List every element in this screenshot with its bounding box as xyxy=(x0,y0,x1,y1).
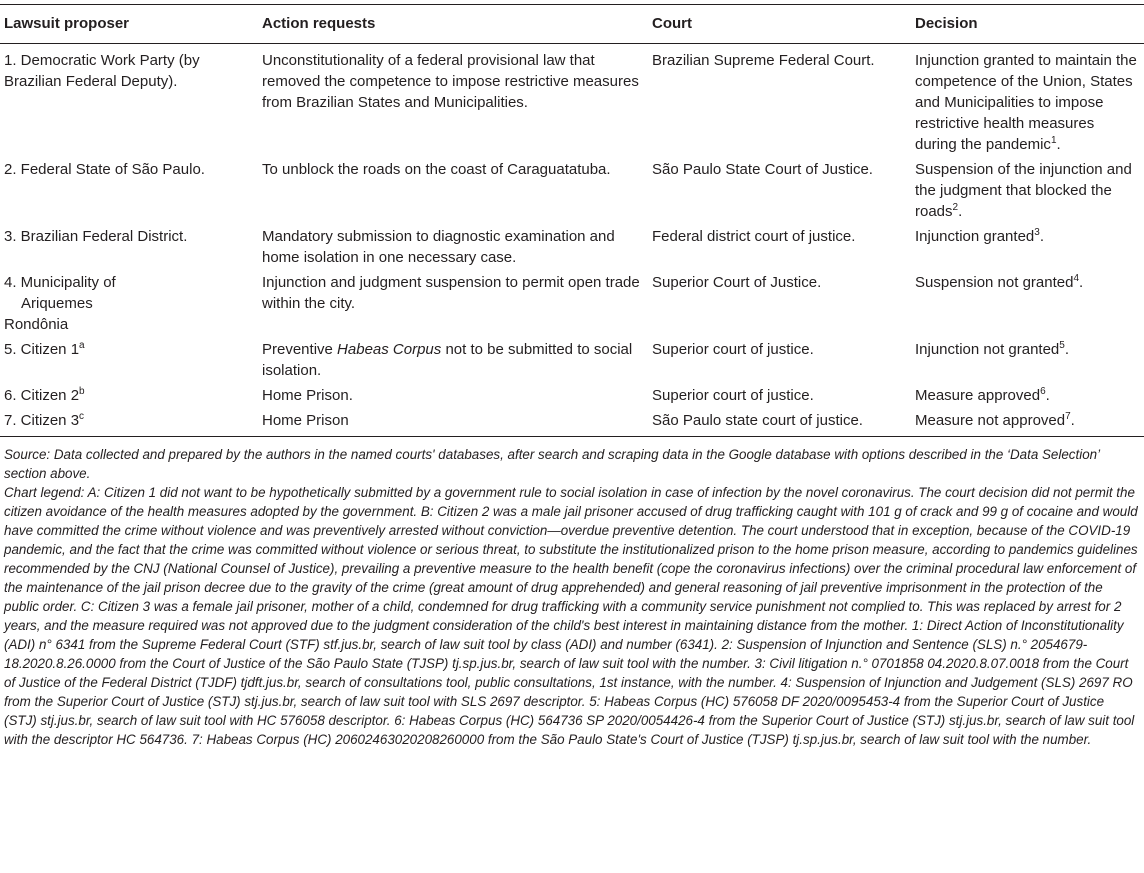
proposer-text: 6. Citizen 2 xyxy=(4,387,80,404)
cell-court xyxy=(648,44,911,158)
request-text: Unconstitutionality of a federal provisional law that removed the competence to impose restrictive measures from Brazilian States and Municipalities. xyxy=(262,52,639,111)
table-row xyxy=(0,408,1144,437)
decision-text: Injunction granted xyxy=(915,228,1035,245)
footnote-marker: 2 xyxy=(952,202,959,213)
proposer-line: 4. Municipality of xyxy=(4,274,116,291)
proposer-text: 3. Brazilian Federal District. xyxy=(4,228,188,245)
header-decision: Decision xyxy=(911,5,1144,44)
cell-request xyxy=(258,383,648,408)
cell-decision xyxy=(911,270,1144,337)
decision-end: . xyxy=(1079,274,1084,291)
request-text-italic: Habeas Corpus xyxy=(337,341,442,358)
decision-text: Measure not approved xyxy=(915,412,1066,429)
table-row xyxy=(0,383,1144,408)
decision-end: . xyxy=(1070,412,1075,429)
court-text: Federal district court of justice. xyxy=(652,228,856,245)
cell-decision xyxy=(911,408,1144,437)
proposer-line: Rondônia xyxy=(4,316,69,333)
footnote-marker: 7 xyxy=(1065,411,1071,422)
decision-end: . xyxy=(958,203,963,220)
cell-court xyxy=(648,157,911,224)
decision-end: . xyxy=(1045,387,1050,404)
request-text: Mandatory submission to diagnostic examination and home isolation in one necessary case. xyxy=(262,228,615,266)
request-text: To unblock the roads on the coast of Caraguatatuba. xyxy=(262,161,611,178)
cell-proposer xyxy=(0,383,258,408)
header-lawsuit-proposer: Lawsuit proposer xyxy=(0,5,258,44)
cell-proposer xyxy=(0,157,258,224)
table-row xyxy=(0,270,1144,337)
proposer-text: 7. Citizen 3 xyxy=(4,412,80,429)
request-text: Injunction and judgment suspension to permit open trade within the city. xyxy=(262,274,640,312)
cell-proposer xyxy=(0,44,258,158)
cell-request xyxy=(258,408,648,437)
decision-text: Measure approved xyxy=(915,387,1041,404)
footnote-marker: 5 xyxy=(1059,340,1065,351)
footnote-marker: b xyxy=(79,386,85,397)
decision-text: Suspension not granted xyxy=(915,274,1074,291)
court-text: São Paulo state court of justice. xyxy=(652,412,863,429)
header-court: Court xyxy=(648,5,911,44)
request-text-post: not to be submitted to social isolation. xyxy=(262,341,633,379)
cell-request xyxy=(258,44,648,158)
proposer-text: 5. Citizen 1 xyxy=(4,341,80,358)
header-action-requests: Action requests xyxy=(258,5,648,44)
table-row xyxy=(0,44,1144,158)
request-text-pre: Preventive xyxy=(262,341,338,358)
cell-decision xyxy=(911,224,1144,270)
data-table xyxy=(0,4,1144,437)
court-text: São Paulo State Court of Justice. xyxy=(652,161,873,178)
header-row xyxy=(0,5,1144,44)
cell-decision xyxy=(911,44,1144,158)
cell-court xyxy=(648,408,911,437)
table-row xyxy=(0,224,1144,270)
table-row xyxy=(0,337,1144,383)
decision-text: Suspension of the injunction and the judgment that blocked the roads xyxy=(915,161,1132,220)
cell-request xyxy=(258,270,648,337)
proposer-text: 2. Federal State of São Paulo. xyxy=(4,161,205,178)
decision-end: . xyxy=(1064,341,1070,358)
table-notes xyxy=(0,437,1144,749)
cell-decision xyxy=(911,337,1144,383)
cell-decision xyxy=(911,383,1144,408)
cell-proposer xyxy=(0,224,258,270)
cell-proposer xyxy=(0,408,258,437)
proposer-text: 1. Democratic Work Party (by Brazilian Federal Deputy). xyxy=(4,52,200,90)
table-body xyxy=(0,44,1144,437)
cell-request xyxy=(258,157,648,224)
chart-legend-note: Chart legend: A: Citizen 1 did not want to be hypothetically submitted by a government rule to social isolation in case of infection by the novel coronavirus. The court decision did not permit the citizen avoidance of the health measures adopted by the government. B: Citizen 2 was a male jail prisoner accused of drug trafficking caught with 101 g of crack and 99 g of cocaine and would have committed the crime without violence and was preventively arrested without conviction—overdue preventive detention. The court understood that in exception, because of the COVID-19 pandemic, and the fact that the crime was committed without violence or serious threat, to substitute the institutionalized prison to the home prison measure, according to pandemics guidelines recommended by the CNJ (National Counsel of Justice), prevailing a preventive measure to the health benefit (cope the coronavirus infections) over the criminal procedural law enforcement of the maintenance of the jail prison decree due to the gravity of the crime (great amount of drug apprehended) and general reasoning of jail preventive imprisonment in the protection of the public order. C: Citizen 3 was a female jail prisoner, mother of a child, condemned for drug trafficking with a community service punishment not complied to. This was replaced by arrest for 2 years, and the measure required was not approved due to the judgment consideration of the child's best interest in maintaining distance from the mother. 1: Direct Action of Inconstitutionality (ADI) n° 6341 from the Supreme Federal Court (STF) stf.jus.br, search of law suit tool by class (ADI) and number (6341). 2: Suspension of Injunction and Sentence (SLS) n.° 2054679-18.2020.8.26.0000 from the Court of Justice of the São Paulo State (TJSP) tj.sp.jus.br, search of law suit tool with the number. 3: Civil litigation n.° 0701858 04.2020.8.07.0018 from the Court of Justice of the Federal District (TJDF) tjdft.jus.br, search of consultations tool, public consultations, 1st instance, with the number. 4: Suspension of Injunction and Judgement (SLS) 2697 RO from the Superior Court of Justice (STJ) stj.jus.br, search of law suit tool with SLS 2697 descriptor. 5: Habeas Corpus (HC) 576058 DF 2020/0095453-4 from the Superior Court of Justice (STJ) stj.jus.br, search of law suit tool with HC 576058 descriptor. 6: Habeas Corpus (HC) 564736 SP 2020/0054426-4 from the Superior Court of Justice (STJ) stj.jus.br, search of law suit tool with the descriptor HC 564736. 7: Habeas Corpus (HC) 20602463020208260000 from the São Paulo State's Court of Justice (TJSP) tj.sp.jus.br, search of law suit tool with the number. xyxy=(4,485,1138,747)
decision-text: Injunction not granted xyxy=(915,341,1060,358)
proposer-line: Ariquemes xyxy=(21,295,93,312)
cell-proposer xyxy=(0,337,258,383)
footnote-marker: 4 xyxy=(1073,273,1080,284)
decision-end: . xyxy=(1056,136,1061,153)
footnote-marker: 6 xyxy=(1040,386,1046,397)
request-text: Home Prison. xyxy=(262,387,353,404)
decision-end: . xyxy=(1039,228,1044,245)
cell-request xyxy=(258,337,648,383)
cell-court xyxy=(648,383,911,408)
footnote-marker: 1 xyxy=(1050,135,1057,146)
table-header xyxy=(0,5,1144,44)
source-note: Source: Data collected and prepared by the authors in the named courts' databases, after search and scraping data in the Google database with options described in the ‘Data Selection’ section above. xyxy=(4,447,1100,481)
cell-court xyxy=(648,270,911,337)
cell-court xyxy=(648,224,911,270)
court-text: Superior court of justice. xyxy=(652,341,814,358)
footnote-marker: c xyxy=(79,411,85,422)
cell-court xyxy=(648,337,911,383)
court-text: Brazilian Supreme Federal Court. xyxy=(652,52,875,69)
cell-request xyxy=(258,224,648,270)
decision-text: Injunction granted to maintain the competence of the Union, States and Municipalities to impose restrictive health measures during the pandemic xyxy=(915,52,1137,153)
table-row xyxy=(0,157,1144,224)
request-text: Home Prison xyxy=(262,412,349,429)
footnote-marker: 3 xyxy=(1034,227,1040,238)
cell-decision xyxy=(911,157,1144,224)
cell-proposer xyxy=(0,270,258,337)
court-text: Superior court of justice. xyxy=(652,387,814,404)
footnote-marker: a xyxy=(79,340,85,351)
court-text: Superior Court of Justice. xyxy=(652,274,822,291)
